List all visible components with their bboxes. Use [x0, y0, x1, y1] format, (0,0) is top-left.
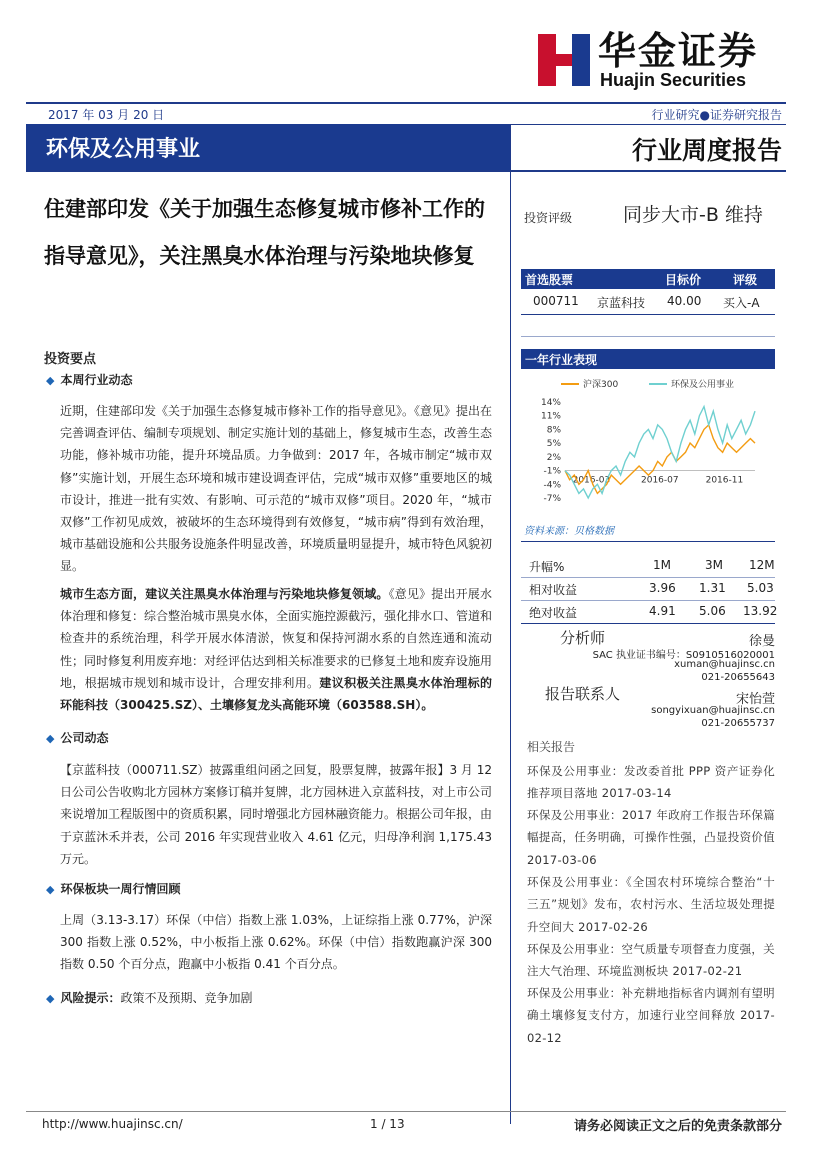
footer-page-number: 1 / 13 — [370, 1117, 405, 1131]
chart-header: 一年行业表现 — [521, 349, 775, 369]
x-tick-label: 2016-07 — [641, 475, 679, 486]
brand-name-cn: 华金证券 — [598, 29, 759, 73]
y-tick-label: -4% — [543, 480, 561, 491]
contact-phone: 021-20655737 — [701, 718, 775, 729]
perf-value: 5.03 — [747, 581, 774, 595]
legend-label: 环保及公用事业 — [671, 380, 735, 390]
industry-news-paragraph-2 — [60, 583, 492, 716]
report-date: 2017 年 03 月 20 日 — [48, 108, 165, 122]
sector-title: 环保及公用事业 — [46, 137, 201, 162]
analyst-name: 徐曼 — [748, 634, 775, 649]
brand-name-en: Huajin Securities — [600, 70, 747, 90]
risk-label: ◆ 风险提示： — [46, 991, 120, 1005]
pick-code: 000711 — [533, 294, 579, 308]
rating-label: 投资评级 — [524, 211, 573, 225]
section-industry-news: ◆ 本周行业动态 — [46, 371, 132, 388]
perf-header-row — [521, 555, 775, 577]
analyst-cert: SAC 执业证书编号：S0910516020001 — [592, 650, 775, 661]
perf-row-absolute — [521, 601, 778, 623]
picks-table-row — [521, 292, 775, 312]
y-tick-label: 2% — [546, 452, 561, 463]
para2-body: 《意见》提出开展水体治理和修复：综合整治城市黑臭水体，全面实施控源截污，强化排水口、管道和检查井的系统治理，科学开展水体清淤，恢复和保持河湖水系的自然连通和流动性；同时修复利用废弃地：对经评估达到相关标准要求的已修复土地和废弃设施用地，根据城市规划和城市设计，合理安排利用。 — [60, 587, 493, 690]
footer-disclaimer: 请务必阅读正文之后的免责条款部分 — [573, 1119, 782, 1134]
contact-email: songyixuan@huajinsc.cn — [651, 705, 775, 716]
company-news-paragraph: 【京蓝科技（000711.SZ）披露重组问函之回复，股票复牌，披露年报】3 月 12 日公司公告收购北方园林方案修订稿并复牌，北方园林进入京蓝科技，对上市公司来说增加工程版图中的资质积累，同时增强北方园林融资能力。根据公司年报，由于京蓝沐禾并表，公司 2016 年实现营业收入 4.61 亿元，归母净利润 1,175.43 万元。 — [60, 763, 493, 866]
perf-row-label: 相对收益 — [529, 583, 578, 597]
pick-name: 京蓝科技 — [597, 296, 646, 310]
contact-name: 宋怡萱 — [735, 692, 775, 707]
related-report-link[interactable]: 环保及公用事业：发改委首批 PPP 资产证券化推荐项目落地 2017-03-14 — [527, 764, 775, 801]
picks-col-rating: 评级 — [733, 273, 758, 287]
report-type: 行业研究●证券研究报告 — [651, 108, 782, 122]
y-tick-label: -7% — [543, 494, 561, 504]
chart-source: 资料来源：贝格数据 — [524, 526, 614, 537]
perf-col-12m: 12M — [749, 558, 775, 572]
industry-news-paragraph-1: 近期，住建部印发《关于加强生态修复城市修补工作的指导意见》。《意见》提出在完善调查评估、编制专项规划、制定实施计划的基础上，修复城市生态，改善生态功能，修补城市功能，提升环境品质。力争做到：2017 年，各城市制定“城市双修”实施计划，开展生态环境和城市建设调查评估，完成“城市双修”重要地区的城市设计，推进一批有实效、有影响、可示范的“城市双修”项目。2020 年，“城市双修”工作初见成效，被破坏的生态环境得到有效修复，“城市病”得到有效治理，城市基础设施和公共服务设施条件明显改善，环境质量明显提升，城市特色风貌初显。 — [60, 404, 493, 574]
rating-value: 同步大市-B 维持 — [623, 204, 763, 226]
y-tick-label: -1% — [543, 466, 561, 477]
report-title: 住建部印发《关于加强生态修复城市修补工作的指导意见》，关注黑臭水体治理与污染地块修复 — [44, 197, 485, 268]
risk-text: 政策不及预期、竞争加剧 — [120, 991, 253, 1005]
industry-performance-chart — [521, 372, 775, 520]
perf-col-1m: 1M — [653, 558, 671, 572]
perf-value: 4.91 — [649, 604, 676, 618]
perf-top-rule — [521, 541, 775, 542]
analyst-title: 分析师 — [560, 629, 606, 647]
perf-row-label: 绝对收益 — [529, 606, 578, 620]
related-report-link[interactable]: 环保及公用事业：《全国农村环境综合整治“十三五”规划》发布，农村污水、生活垃圾处理提升空间大 2017-02-26 — [527, 875, 775, 934]
perf-value: 3.96 — [649, 581, 676, 595]
perf-value: 13.92 — [743, 604, 778, 618]
picks-table-rule — [521, 314, 775, 315]
key-points-heading: 投资要点 — [44, 352, 97, 367]
perf-col-3m: 3M — [705, 558, 723, 572]
y-tick-label: 5% — [546, 439, 561, 450]
perf-row-relative — [521, 578, 775, 600]
risk-line — [46, 989, 253, 1006]
related-report-link[interactable]: 环保及公用事业：空气质量专项督查力度强，关注大气治理、环境监测板块 2017-02-21 — [527, 942, 775, 979]
header-underline — [26, 170, 786, 172]
section-company-news: ◆ 公司动态 — [46, 729, 108, 746]
pick-target: 40.00 — [667, 294, 702, 308]
related-report-link[interactable]: 环保及公用事业：2017 年政府工作报告环保篇幅提高，任务明确，可操作性强，凸显投资价值 2017-03-06 — [527, 808, 775, 867]
picks-table-rule-2 — [521, 336, 775, 337]
picks-table-header — [521, 269, 775, 289]
header-rule — [26, 102, 786, 104]
picks-col-target: 目标价 — [665, 273, 702, 287]
report-kind: 行业周度报告 — [631, 136, 782, 165]
contact-title: 报告联系人 — [545, 685, 621, 703]
analyst-email: xuman@huajinsc.cn — [674, 659, 775, 670]
perf-value: 5.06 — [699, 604, 726, 618]
section-market-review: ◆ 环保板块一周行情回顾 — [46, 880, 180, 897]
footer-url[interactable]: http://www.huajinsc.cn/ — [42, 1117, 183, 1131]
related-reports-heading: 相关报告 — [527, 740, 576, 754]
x-tick-label: 2016-03 — [572, 475, 611, 486]
footer-rule — [26, 1111, 786, 1112]
column-divider — [510, 124, 511, 1124]
legend-label: 沪深300 — [583, 380, 619, 390]
pick-rating: 买入-A — [723, 296, 760, 310]
y-tick-label: 11% — [540, 411, 561, 422]
perf-bottom-rule — [521, 623, 775, 624]
picks-col-stock: 首选股票 — [525, 273, 574, 287]
market-review-paragraph: 上周（3.13-3.17）环保（中信）指数上涨 1.03%，上证综指上涨 0.77%，沪深 300 指数上涨 0.52%，中小板指上涨 0.62%。环保（中信）指数跑赢沪深 300 指数 0.50 个百分点，跑赢中小板指 0.41 个百分点。 — [60, 913, 492, 972]
para2-bold-lead: 城市生态方面，建议关注黑臭水体治理与污染地块修复领域。 — [60, 587, 389, 601]
x-tick-label: 2016-11 — [705, 475, 744, 486]
analyst-phone: 021-20655643 — [701, 672, 775, 683]
y-tick-label: 8% — [546, 425, 561, 436]
huajin-logo-icon — [538, 34, 590, 86]
para2-bold-tail: 建议积极关注黑臭水体治理标的环能科技（300425.SZ）、土壤修复龙头高能环境（603588.SH）。 — [60, 675, 492, 713]
related-report-link[interactable]: 环保及公用事业：补充耕地指标省内调剂有望明确土壤修复支付方，加速行业空间释放 2017-02-12 — [527, 986, 775, 1045]
perf-col-label: 升幅% — [529, 560, 565, 574]
y-tick-label: 14% — [540, 398, 561, 408]
perf-value: 1.31 — [699, 581, 726, 595]
